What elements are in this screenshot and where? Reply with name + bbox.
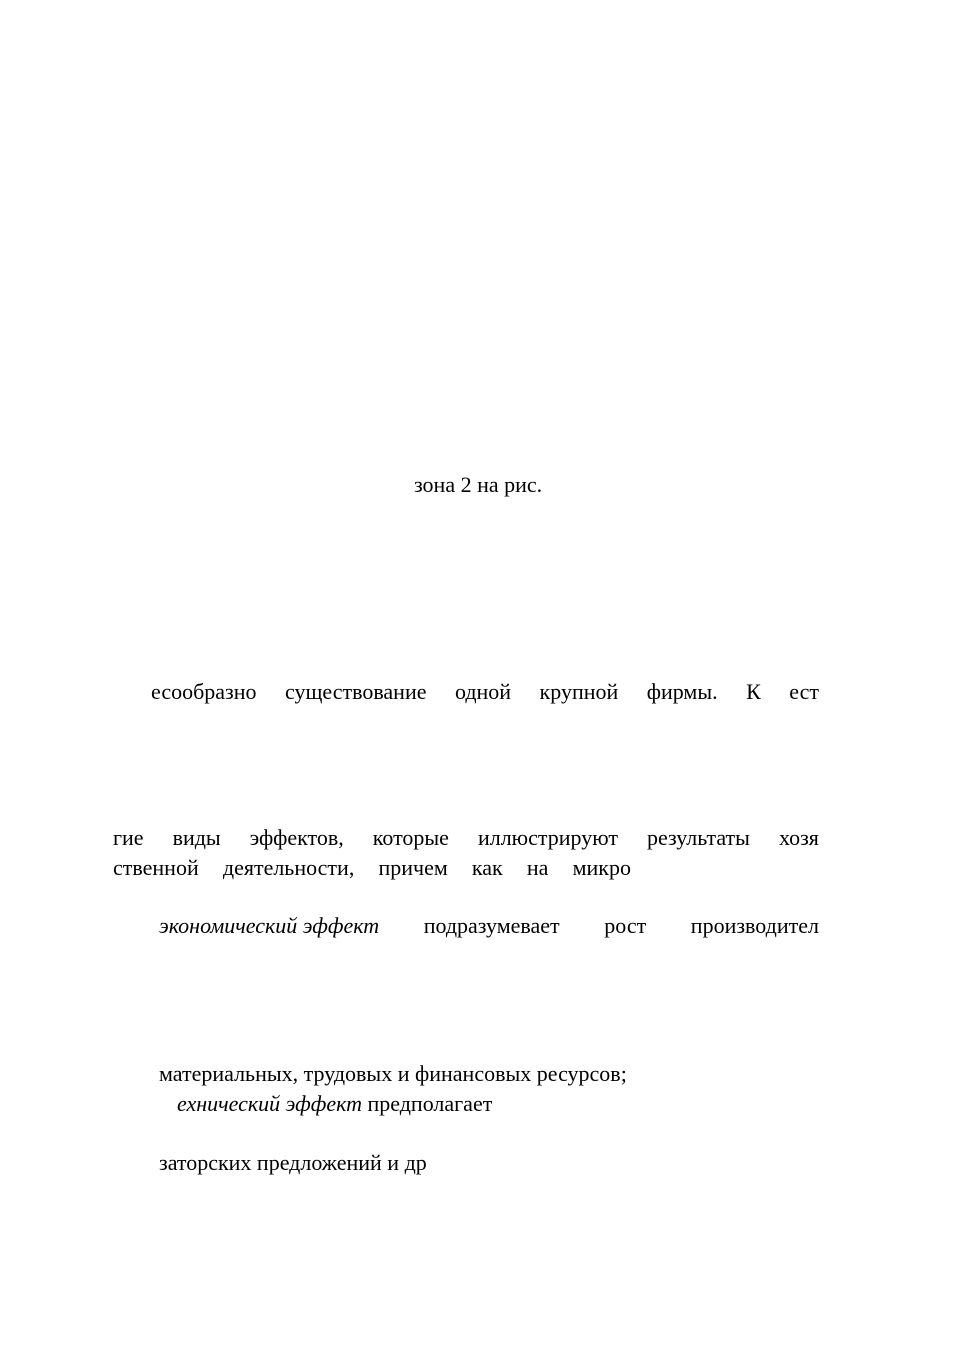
text-line-firm [151, 679, 819, 705]
text-line-activity [113, 855, 631, 881]
word: виды [172, 825, 221, 850]
word: подразумевает [423, 913, 560, 938]
word: которые [372, 825, 449, 850]
text-line-proposals: заторских предложений и др [159, 1150, 427, 1175]
text-line-technical-effect [177, 1091, 492, 1117]
word: результаты [647, 825, 750, 850]
word: производител [690, 913, 819, 938]
word: микро [572, 855, 631, 880]
word: ственной [113, 855, 199, 880]
word: есообразно [151, 679, 257, 704]
word: рост [604, 913, 647, 938]
word: фирмы. [646, 679, 718, 704]
word: крупной [539, 679, 619, 704]
word: ест [789, 679, 819, 704]
word: деятельности, [222, 855, 355, 880]
word: как [471, 855, 503, 880]
word: существование [284, 679, 427, 704]
word: эффектов, [249, 825, 344, 850]
term-technical-effect: ехнический эффект [177, 1091, 362, 1116]
term-economic-effect: экономический эффект [159, 913, 380, 938]
word: гие [113, 825, 144, 850]
word: иллюстрируют [477, 825, 618, 850]
word: К [746, 679, 761, 704]
zone-caption: зона 2 на рис. [414, 472, 543, 497]
text-line-effects [113, 825, 819, 851]
word: одной [454, 679, 512, 704]
word: причем [378, 855, 448, 880]
word: на [526, 855, 549, 880]
text-line-resources: материальных, трудовых и финансовых ресурсов; [159, 1061, 627, 1086]
word: хозя [778, 825, 819, 850]
word: предполагает [361, 1091, 493, 1116]
text-line-economic-effect [159, 913, 819, 939]
